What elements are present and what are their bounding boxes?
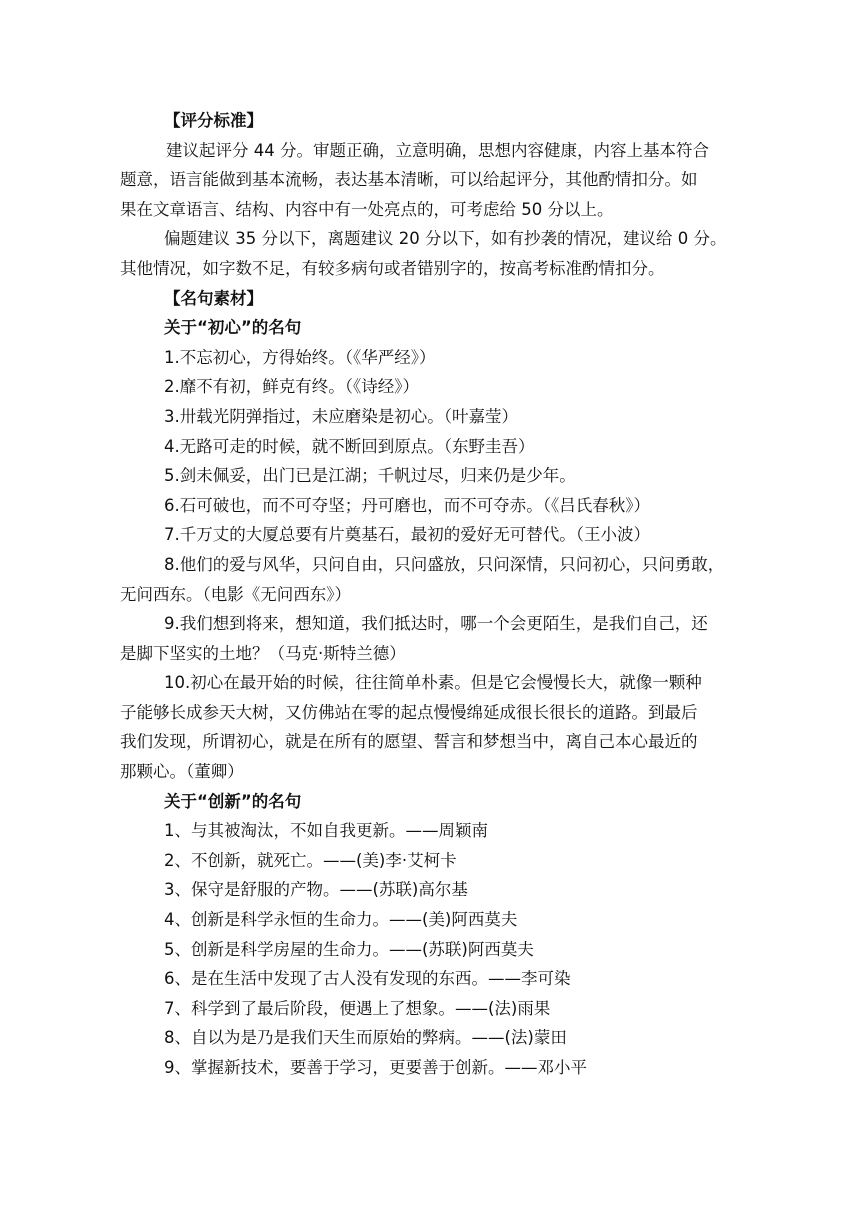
chuangxin-quote-3: 3、保守是舒服的产物。——(苏联)高尔基 [164, 880, 468, 900]
scoring-p1-line3: 果在文章语言、结构、内容中有一处亮点的，可考虑给 50 分以上。 [120, 199, 614, 219]
chuxin-quote-2: 2.靡不有初，鲜克有终。（《诗经》） [164, 377, 419, 397]
chuangxin-list [164, 816, 737, 1082]
chuxin-quote-8 [120, 550, 737, 609]
scoring-heading: 【评分标准】 [164, 111, 263, 130]
chuxin-quote-7: 7.千万丈的大厦总要有片奠基石，最初的爱好无可替代。（王小波） [164, 525, 650, 545]
chuxin-quote-10-line3: 我们发现，所谓初心，就是在所有的愿望、誓言和梦想当中，离自己本心最近的 [120, 732, 698, 752]
chuxin-quote-5: 5.剑未佩妥，出门已是江湖；千帆过尽，归来仍是少年。 [164, 466, 576, 486]
chuxin-quote-8-line1: 8.他们的爱与风华，只问自由，只问盛放，只问深情，只问初心，只问勇敢， [164, 554, 725, 574]
chuxin-quote-4: 4.无路可走的时候，就不断回到原点。（东野圭吾） [164, 436, 535, 456]
scoring-paragraph-1 [120, 136, 737, 225]
chuangxin-quote-2: 2、不创新，就死亡。——(美)李·艾柯卡 [164, 850, 457, 870]
chuangxin-quote-9: 9、掌握新技术，要善于学习，更要善于创新。——邓小平 [164, 1058, 587, 1077]
chuxin-quote-8-line2: 无问西东。（电影《无问西东》） [120, 584, 351, 604]
chuangxin-quote-8: 8、自以为是乃是我们天生而原始的弊病。——(法)蒙田 [164, 1028, 567, 1048]
chuangxin-quote-4: 4、创新是科学永恒的生命力。——(美)阿西莫夫 [164, 910, 518, 930]
scoring-p2-line1: 偏题建议 35 分以下，离题建议 20 分以下，如有抄袭的情况，建议给 0 分。 [164, 229, 727, 249]
chuxin-quote-10-line4: 那颗心。（董卿） [120, 762, 244, 782]
chuxin-title: 关于“初心”的名句 [164, 318, 302, 338]
chuxin-quote-9-line1: 9.我们想到将来，想知道，我们抵达时，哪一个会更陌生，是我们自己，还 [164, 614, 708, 634]
document-page [120, 106, 737, 1083]
scoring-p1-line1: 建议起评分 44 分。审题正确，立意明确，思想内容健康，内容上基本符合 [166, 140, 709, 160]
scoring-paragraph-2 [120, 224, 737, 283]
chuxin-quote-6: 6.石可破也，而不可夺坚；丹可磨也，而不可夺赤。（《吕氏春秋》） [164, 495, 650, 515]
scoring-p2-line2: 其他情况，如字数不足，有较多病句或者错别字的，按高考标准酌情扣分。 [120, 258, 665, 278]
chuxin-quote-9 [120, 609, 737, 668]
chuangxin-title: 关于“创新”的名句 [164, 791, 302, 811]
chuxin-quote-1: 1.不忘初心，方得始终。（《华严经》） [164, 347, 436, 367]
scoring-p1-line2: 题意，语言能做到基本流畅，表达基本清晰，可以给起评分，其他酌情扣分。如 [120, 170, 698, 190]
chuxin-quote-9-line2: 是脚下坚实的土地？（马克·斯特兰德） [120, 643, 406, 663]
chuxin-quote-3: 3.卅载光阴弹指过，未应磨染是初心。（叶嘉莹） [164, 406, 518, 426]
chuxin-quote-10 [120, 668, 737, 786]
chuangxin-quote-6: 6、是在生活中发现了古人没有发现的东西。——李可染 [164, 969, 571, 989]
chuangxin-quote-5: 5、创新是科学房屋的生命力。——(苏联)阿西莫夫 [164, 939, 534, 959]
chuxin-quote-10-line2: 子能够长成参天大树，又仿佛站在零的起点慢慢绵延成很长很长的道路。到最后 [120, 702, 698, 722]
chuangxin-quote-7: 7、科学到了最后阶段，便遇上了想象。——(法)雨果 [164, 998, 551, 1018]
chuxin-quote-10-line1: 10.初心在最开始的时候，往往简单朴素。但是它会慢慢长大，就像一颗种 [164, 673, 702, 693]
quotes-heading: 【名句素材】 [164, 288, 263, 308]
chuangxin-quote-1: 1、与其被淘汰，不如自我更新。——周颖南 [164, 821, 488, 841]
